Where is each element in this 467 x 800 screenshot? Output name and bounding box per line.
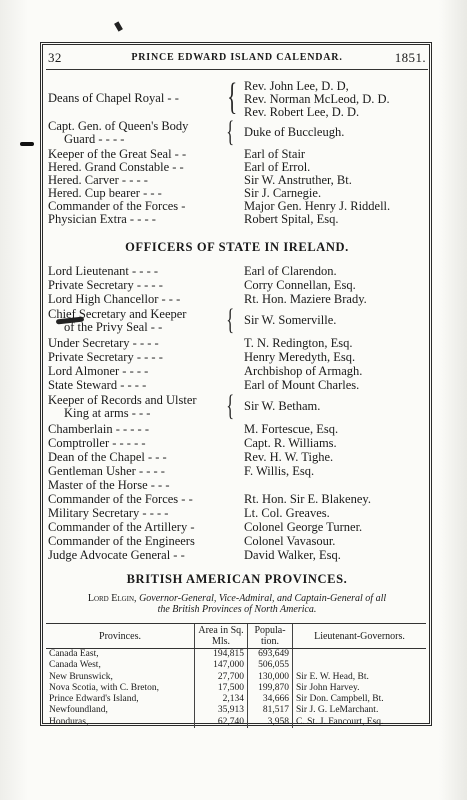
table-row <box>46 683 426 694</box>
page-year: 1851. <box>394 50 426 65</box>
office-label: Commander of the Forces - <box>48 199 186 213</box>
table-cell: 506,055 <box>248 660 293 671</box>
table-cell: 147,000 <box>195 660 248 671</box>
table-row <box>46 660 426 671</box>
table-cell: 35,913 <box>195 705 248 716</box>
page-header <box>46 47 428 69</box>
table-cell: Sir Don. Campbell, Bt. <box>293 694 427 705</box>
office-label: Keeper of the Great Seal - - <box>48 147 187 161</box>
office-label: Under Secretary - - - - <box>48 336 159 350</box>
office-label: Chamberlain - - - - - <box>48 422 150 436</box>
office-holder: Colonel George Turner. <box>244 520 363 534</box>
office-label: Hered. Cup bearer - - - <box>48 186 162 200</box>
office-row <box>48 303 426 336</box>
office-holder: T. N. Redington, Esq. <box>244 336 353 350</box>
office-label: Military Secretary - - - - <box>48 506 169 520</box>
office-label: Physician Extra - - - - <box>48 212 156 226</box>
office-row <box>48 115 426 148</box>
office-holder: Robert Spital, Esq. <box>244 212 339 226</box>
office-holder: Sir W. Anstruther, Bt. <box>244 173 352 187</box>
table-cell: 62,740 <box>195 717 248 728</box>
office-label: Dean of the Chapel - - - <box>48 450 167 464</box>
office-label: Chief Secretary and Keeper <box>48 307 187 321</box>
office-row <box>48 389 426 422</box>
table-cell: Nova Scotia, with C. Breton, <box>49 682 160 693</box>
table-cell: 194,815 <box>195 649 248 661</box>
governor-general-line <box>48 593 426 604</box>
office-holder: Sir W. Betham. <box>244 399 321 413</box>
table-cell: C. St. J. Fancourt, Esq. <box>293 717 427 728</box>
office-label: Gentleman Usher - - - - <box>48 464 165 478</box>
page-title: PRINCE EDWARD ISLAND CALENDAR. <box>131 52 343 63</box>
table-cell: Sir J. G. LeMarchant. <box>293 705 427 716</box>
header-rule <box>46 69 428 70</box>
brace: { <box>226 115 235 148</box>
office-label: King at arms - - - <box>64 406 151 420</box>
table-cell: 17,500 <box>195 683 248 694</box>
table-row <box>46 705 426 716</box>
table-cell: Sir John Harvey. <box>293 683 427 694</box>
office-holder: Earl of Errol. <box>244 160 311 174</box>
office-label: Private Secretary - - - - <box>48 278 163 292</box>
office-holder: Archbishop of Armagh. <box>244 364 363 378</box>
ink-mark <box>20 142 34 146</box>
office-label: Hered. Carver - - - - <box>48 173 148 187</box>
office-holder: F. Willis, Esq. <box>244 464 315 478</box>
office-label: State Steward - - - - <box>48 378 147 392</box>
table-header-row <box>46 624 426 649</box>
column-header: Lieutenant-Governors. <box>293 624 427 649</box>
office-holder: Sir J. Carnegie. <box>244 186 322 200</box>
office-label: Commander of the Engineers <box>48 534 195 548</box>
office-label: Keeper of Records and Ulster <box>48 393 197 407</box>
office-label: Commander of the Forces - - <box>48 492 193 506</box>
office-holder: Major Gen. Henry J. Riddell. <box>244 199 391 213</box>
office-label: Comptroller - - - - - <box>48 436 146 450</box>
table-cell <box>293 660 427 671</box>
table-cell: New Brunswick, <box>49 671 113 682</box>
office-holder: Rev. Norman McLeod, D. D. <box>244 92 390 106</box>
brace: { <box>226 389 235 422</box>
table-row <box>46 649 426 661</box>
office-label: Hered. Grand Constable - - <box>48 160 184 174</box>
table-cell: Prince Edward's Island, <box>49 694 139 705</box>
office-holder: Capt. R. Williams. <box>244 436 337 450</box>
office-holder: Earl of Mount Charles. <box>244 378 360 392</box>
office-label: of the Privy Seal - - <box>64 320 163 334</box>
office-holder: Corry Connellan, Esq. <box>244 278 356 292</box>
table-cell: Sir E. W. Head, Bt. <box>293 672 427 683</box>
table-cell: 2,134 <box>195 694 248 705</box>
office-label: Master of the Horse - - - <box>48 478 170 492</box>
table-cell: 130,000 <box>248 672 293 683</box>
office-holder: Henry Meredyth, Esq. <box>244 350 356 364</box>
table-cell: 3,958 <box>248 717 293 728</box>
office-row <box>48 76 426 120</box>
table-cell: 199,870 <box>248 683 293 694</box>
table-cell: 34,666 <box>248 694 293 705</box>
provinces-table <box>46 623 426 728</box>
office-holder: Earl of Stair <box>244 147 306 161</box>
column-header: Popula- tion. <box>248 624 293 649</box>
table-cell: Honduras, <box>49 716 89 727</box>
ink-speck <box>114 21 123 31</box>
table-cell: 27,700 <box>195 672 248 683</box>
office-label: Judge Advocate General - - <box>48 548 185 562</box>
table-cell: Newfoundland, <box>49 705 108 716</box>
table-row <box>46 694 426 705</box>
office-holder: Duke of Buccleugh. <box>244 125 345 139</box>
table-cell: Canada East, <box>49 649 99 659</box>
table-cell: 693,649 <box>248 649 293 661</box>
governor-title: Governor-General, Vice-Admiral, and Captain-General of all <box>139 593 387 604</box>
office-label: Lord High Chancellor - - - <box>48 292 181 306</box>
column-header: Area in Sq. Mls. <box>195 624 248 649</box>
office-label: Capt. Gen. of Queen's Body <box>48 119 189 133</box>
office-label: Guard - - - - <box>64 132 125 146</box>
table-row <box>46 717 426 728</box>
table-cell: Canada West, <box>49 660 101 671</box>
office-holder: Rt. Hon. Maziere Brady. <box>244 292 367 306</box>
brace: { <box>226 303 235 336</box>
table-row <box>46 672 426 683</box>
governor-general-line-2: the British Provinces of North America. <box>157 604 317 615</box>
office-holder: Rev. John Lee, D. D, <box>244 79 349 93</box>
office-holder: Earl of Clarendon. <box>244 264 337 278</box>
office-holder: M. Fortescue, Esq. <box>244 422 339 436</box>
governor-name: Lord Elgin, <box>87 593 137 604</box>
table-cell: 81,517 <box>248 705 293 716</box>
office-label: Commander of the Artillery - <box>48 520 195 534</box>
column-header: Provinces. <box>46 624 195 649</box>
section-heading-provinces: BRITISH AMERICAN PROVINCES. <box>126 572 348 586</box>
office-holder: David Walker, Esq. <box>244 548 341 562</box>
office-holder: Rt. Hon. Sir E. Blakeney. <box>244 492 371 506</box>
office-holder: Rev. H. W. Tighe. <box>244 450 334 464</box>
office-label: Lord Almoner - - - - <box>48 364 149 378</box>
office-label: Private Secretary - - - - <box>48 350 163 364</box>
page-number: 32 <box>48 50 62 65</box>
office-holder: Rev. Robert Lee, D. D. <box>244 105 360 119</box>
office-label: Lord Lieutenant - - - - <box>48 264 159 278</box>
office-label: Deans of Chapel Royal - - <box>48 91 179 105</box>
table-cell <box>293 649 427 661</box>
section-heading-ireland: OFFICERS OF STATE IN IRELAND. <box>125 240 349 254</box>
office-holder: Colonel Vavasour. <box>244 534 336 548</box>
office-holder: Sir W. Somerville. <box>244 313 337 327</box>
office-holder: Lt. Col. Greaves. <box>244 506 330 520</box>
brace: { <box>227 76 238 118</box>
